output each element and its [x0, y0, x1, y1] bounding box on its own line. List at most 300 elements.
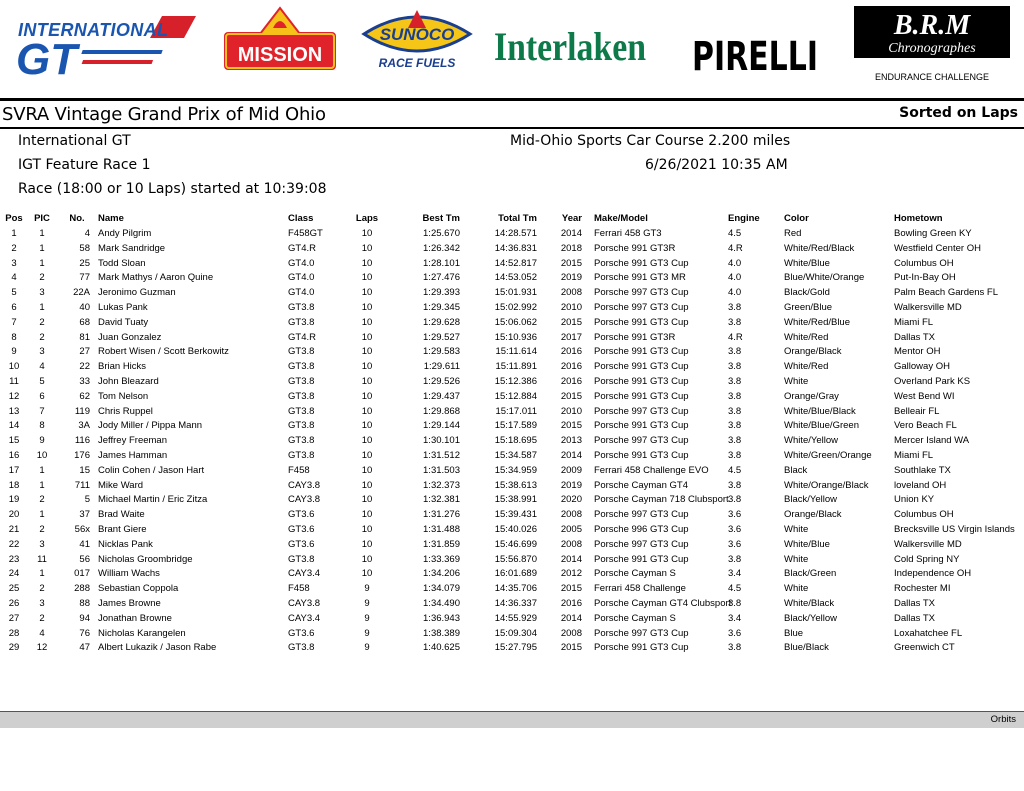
- col-header-engine: Engine: [728, 213, 760, 225]
- cell-hometown: Miami FL: [894, 316, 934, 328]
- cell-best-time: 1:30.101: [423, 435, 460, 447]
- cell-make-model: Porsche 991 GT3 Cup: [594, 553, 689, 565]
- cell-best-time: 1:36.943: [423, 612, 460, 624]
- cell-pic: 4: [39, 627, 45, 639]
- cell-make-model: Ferrari 458 Challenge EVO: [594, 464, 709, 476]
- cell-year: 2016: [560, 361, 582, 373]
- cell-class: GT4.0: [288, 257, 315, 269]
- cell-year: 2014: [560, 228, 582, 239]
- cell-pos: 29: [8, 642, 20, 654]
- cell-color: White/Black: [784, 597, 835, 609]
- cell-class: GT4.R: [288, 331, 316, 343]
- cell-total-time: 15:39.431: [494, 509, 537, 521]
- cell-make-model: Porsche 997 GT3 Cup: [594, 405, 689, 417]
- cell-car-number: 77: [79, 272, 90, 284]
- cell-car-number: 288: [74, 583, 90, 595]
- cell-car-number: 25: [79, 257, 90, 269]
- cell-engine: 3.6: [728, 538, 742, 550]
- cell-color: White/Blue/Black: [784, 405, 856, 417]
- cell-laps: 10: [361, 272, 373, 284]
- cell-pos: 20: [8, 509, 20, 521]
- table-row: [0, 449, 1024, 464]
- race-start-info: Race (18:00 or 10 Laps) started at 10:39:08: [18, 181, 327, 197]
- cell-make-model: Porsche 991 GT3 Cup: [594, 257, 689, 269]
- table-row: [0, 612, 1024, 627]
- cell-pos: 26: [8, 597, 20, 609]
- cell-engine: 3.8: [728, 494, 742, 506]
- cell-engine: 3.8: [728, 597, 742, 609]
- cell-pos: 15: [8, 435, 20, 447]
- cell-pic: 2: [39, 612, 45, 624]
- international-gt-logo: [12, 8, 197, 84]
- cell-best-time: 1:31.512: [423, 449, 460, 461]
- cell-make-model: Porsche 997 GT3 Cup: [594, 287, 689, 299]
- cell-laps: 9: [364, 627, 370, 639]
- table-row: [0, 553, 1024, 568]
- cell-year: 2015: [560, 257, 582, 269]
- table-row: [0, 582, 1024, 597]
- cell-pos: 10: [8, 361, 20, 373]
- cell-pos: 17: [8, 464, 20, 476]
- cell-year: 2008: [560, 538, 582, 550]
- track-name: Mid-Ohio Sports Car Course 2.200 miles: [510, 133, 791, 149]
- cell-engine: 4.0: [728, 272, 742, 284]
- cell-year: 2008: [560, 627, 582, 639]
- cell-pic: 1: [39, 509, 45, 521]
- cell-car-number: 5: [84, 494, 90, 506]
- cell-car-number: 94: [79, 612, 90, 624]
- mission-logo-text: MISSION: [237, 44, 323, 66]
- cell-class: GT3.8: [288, 435, 315, 447]
- cell-best-time: 1:40.625: [423, 642, 460, 654]
- report-datetime: 6/26/2021 10:35 AM: [645, 157, 788, 173]
- cell-pic: 5: [39, 375, 45, 387]
- cell-driver-name: William Wachs: [98, 568, 160, 580]
- cell-car-number: 22A: [73, 287, 90, 299]
- cell-laps: 9: [364, 583, 370, 595]
- cell-car-number: 40: [79, 301, 90, 313]
- cell-laps: 10: [361, 331, 373, 343]
- cell-driver-name: Nicklas Pank: [98, 538, 153, 550]
- cell-laps: 10: [361, 494, 373, 506]
- cell-class: GT4.0: [288, 287, 315, 299]
- cell-driver-name: Jeronimo Guzman: [98, 287, 176, 299]
- cell-engine: 3.6: [728, 509, 742, 521]
- cell-year: 2014: [560, 449, 582, 461]
- cell-best-time: 1:29.393: [423, 287, 460, 299]
- cell-color: White: [784, 553, 809, 565]
- cell-laps: 10: [361, 390, 373, 402]
- cell-class: F458: [288, 464, 310, 476]
- cell-driver-name: Jeffrey Freeman: [98, 435, 167, 447]
- cell-make-model: Porsche 991 GT3 Cup: [594, 375, 689, 387]
- cell-pic: 1: [39, 301, 45, 313]
- interlaken-logo: [492, 0, 648, 72]
- cell-driver-name: Mike Ward: [98, 479, 144, 491]
- col-header-laps: Laps: [355, 213, 379, 225]
- cell-engine: 3.8: [728, 361, 742, 373]
- cell-driver-name: James Browne: [98, 597, 161, 609]
- cell-laps: 10: [361, 361, 373, 373]
- brm-logo-line1: B.R.M: [893, 10, 971, 41]
- cell-laps: 9: [364, 642, 370, 654]
- cell-pos: 9: [11, 346, 17, 358]
- cell-pic: 2: [39, 331, 45, 343]
- cell-hometown: Put-In-Bay OH: [894, 272, 956, 284]
- table-row: [0, 538, 1024, 553]
- cell-total-time: 15:10.936: [494, 331, 537, 343]
- cell-car-number: 58: [79, 242, 90, 254]
- pirelli-logo-text: PIRELLI: [692, 34, 818, 80]
- cell-pos: 3: [11, 257, 17, 269]
- cell-color: Orange/Black: [784, 346, 842, 358]
- results-body: [0, 227, 1024, 656]
- cell-total-time: 14:36.337: [494, 597, 537, 609]
- cell-pos: 1: [11, 228, 17, 239]
- cell-total-time: 15:09.304: [494, 627, 537, 639]
- cell-total-time: 15:27.795: [494, 642, 537, 654]
- cell-best-time: 1:29.144: [423, 420, 460, 432]
- cell-make-model: Porsche 997 GT3 Cup: [594, 509, 689, 521]
- table-row: [0, 508, 1024, 523]
- cell-hometown: Dallas TX: [894, 612, 936, 624]
- cell-pos: 24: [8, 568, 20, 580]
- cell-hometown: Overland Park KS: [894, 375, 971, 387]
- cell-best-time: 1:29.583: [423, 346, 460, 358]
- brm-logo-line2: Chronographes: [888, 41, 976, 56]
- table-row: [0, 286, 1024, 301]
- cell-best-time: 1:32.373: [423, 479, 460, 491]
- cell-driver-name: Colin Cohen / Jason Hart: [98, 464, 205, 476]
- cell-pos: 13: [8, 405, 20, 417]
- cell-year: 2017: [560, 331, 582, 343]
- col-header-best-time: Best Tm: [422, 213, 460, 225]
- table-row: [0, 434, 1024, 449]
- table-row: [0, 641, 1024, 656]
- cell-make-model: Porsche 991 GT3 MR: [594, 272, 686, 284]
- cell-color: White/Orange/Black: [784, 479, 869, 491]
- cell-total-time: 15:12.386: [494, 375, 537, 387]
- cell-total-time: 15:46.699: [494, 538, 537, 550]
- cell-make-model: Porsche 991 GT3 Cup: [594, 346, 689, 358]
- cell-make-model: Porsche 991 GT3 Cup: [594, 316, 689, 328]
- cell-color: White/Blue: [784, 257, 830, 269]
- cell-engine: 4.R: [728, 331, 743, 343]
- cell-year: 2009: [560, 464, 582, 476]
- cell-total-time: 15:12.884: [494, 390, 537, 402]
- cell-car-number: 56x: [74, 523, 90, 535]
- table-row: [0, 242, 1024, 257]
- cell-driver-name: John Bleazard: [98, 375, 159, 387]
- cell-engine: 3.8: [728, 375, 742, 387]
- table-row: [0, 479, 1024, 494]
- cell-car-number: 176: [74, 449, 90, 461]
- cell-color: Blue/Black: [784, 642, 829, 654]
- footer-bar: [0, 711, 1024, 728]
- cell-pos: 18: [8, 479, 20, 491]
- cell-pic: 11: [37, 553, 47, 565]
- cell-class: GT3.8: [288, 390, 315, 402]
- cell-color: Black/Yellow: [784, 494, 837, 506]
- cell-class: GT3.8: [288, 301, 315, 313]
- cell-driver-name: Mark Sandridge: [98, 242, 166, 254]
- cell-driver-name: Tom Nelson: [98, 390, 149, 402]
- cell-year: 2018: [560, 242, 582, 254]
- cell-year: 2008: [560, 287, 582, 299]
- cell-make-model: Porsche 997 GT3 Cup: [594, 435, 689, 447]
- pirelli-logo: [690, 12, 820, 80]
- cell-pos: 7: [11, 316, 17, 328]
- cell-engine: 3.6: [728, 627, 742, 639]
- cell-year: 2013: [560, 435, 582, 447]
- cell-total-time: 16:01.689: [494, 568, 537, 580]
- cell-pic: 8: [39, 420, 45, 432]
- cell-pos: 19: [8, 494, 20, 506]
- cell-best-time: 1:31.488: [423, 523, 460, 535]
- cell-hometown: Galloway OH: [894, 361, 950, 373]
- cell-driver-name: Lukas Pank: [98, 301, 148, 313]
- cell-class: GT3.8: [288, 346, 315, 358]
- cell-car-number: 81: [79, 331, 90, 343]
- cell-engine: 3.8: [728, 405, 742, 417]
- cell-engine: 4.5: [728, 583, 742, 595]
- cell-class: GT4.R: [288, 242, 316, 254]
- cell-driver-name: Mark Mathys / Aaron Quine: [98, 272, 214, 284]
- results-header-row: [0, 212, 1024, 227]
- cell-color: White/Red/Blue: [784, 316, 851, 328]
- cell-make-model: Porsche 997 GT3 Cup: [594, 538, 689, 550]
- cell-color: White/Blue/Green: [784, 420, 859, 432]
- cell-color: White/Red: [784, 331, 829, 343]
- sunoco-logo-line2: RACE FUELS: [378, 56, 456, 70]
- cell-class: CAY3.4: [288, 568, 321, 580]
- cell-engine: 3.8: [728, 390, 742, 402]
- cell-total-time: 15:06.062: [494, 316, 537, 328]
- cell-laps: 10: [361, 316, 373, 328]
- cell-hometown: Westfield Center OH: [894, 242, 981, 254]
- cell-total-time: 15:11.614: [495, 346, 537, 358]
- col-header-name: Name: [98, 213, 124, 225]
- cell-car-number: 22: [79, 361, 90, 373]
- cell-driver-name: David Tuaty: [98, 316, 149, 328]
- col-header-hometown: Hometown: [894, 213, 943, 225]
- cell-year: 2015: [560, 316, 582, 328]
- cell-best-time: 1:33.369: [423, 553, 460, 565]
- cell-year: 2014: [560, 553, 582, 565]
- cell-driver-name: James Hamman: [98, 449, 168, 461]
- cell-hometown: Columbus OH: [894, 257, 954, 269]
- cell-color: Black/Yellow: [784, 612, 837, 624]
- cell-pos: 8: [11, 331, 17, 343]
- cell-engine: 4.0: [728, 287, 742, 299]
- cell-pos: 14: [8, 420, 20, 432]
- cell-make-model: Porsche 991 GT3R: [594, 331, 676, 343]
- cell-laps: 10: [361, 479, 373, 491]
- cell-year: 2010: [560, 405, 582, 417]
- cell-year: 2008: [560, 509, 582, 521]
- cell-year: 2005: [560, 523, 582, 535]
- cell-hometown: Belleair FL: [894, 405, 940, 417]
- cell-hometown: Miami FL: [894, 449, 934, 461]
- cell-make-model: Porsche Cayman GT4 Clubsport: [594, 597, 732, 609]
- title-rule: [0, 127, 1024, 129]
- cell-car-number: 116: [74, 435, 90, 447]
- cell-total-time: 15:01.931: [494, 287, 537, 299]
- cell-total-time: 15:02.992: [494, 301, 537, 313]
- cell-pos: 28: [8, 627, 20, 639]
- cell-make-model: Porsche 997 GT3 Cup: [594, 301, 689, 313]
- cell-laps: 9: [364, 597, 370, 609]
- cell-make-model: Porsche Cayman GT4: [594, 479, 688, 491]
- cell-car-number: 76: [79, 627, 90, 639]
- cell-car-number: 4: [84, 228, 90, 239]
- cell-engine: 3.4: [728, 612, 742, 624]
- cell-class: GT3.8: [288, 405, 315, 417]
- cell-best-time: 1:34.490: [423, 597, 460, 609]
- cell-best-time: 1:38.389: [423, 627, 460, 639]
- cell-pic: 12: [36, 642, 48, 654]
- cell-pic: 2: [39, 523, 45, 535]
- cell-total-time: 15:17.589: [494, 420, 537, 432]
- col-header-make-model: Make/Model: [594, 213, 648, 225]
- cell-year: 2019: [560, 272, 582, 284]
- cell-engine: 4.5: [728, 228, 742, 239]
- cell-total-time: 15:34.959: [494, 464, 537, 476]
- table-row: [0, 227, 1024, 242]
- cell-laps: 10: [361, 538, 373, 550]
- cell-pos: 11: [9, 375, 19, 387]
- cell-hometown: Mentor OH: [894, 346, 941, 358]
- cell-driver-name: Jonathan Browne: [98, 612, 172, 624]
- cell-color: Orange/Black: [784, 509, 842, 521]
- cell-pos: 2: [11, 242, 17, 254]
- cell-laps: 10: [361, 405, 373, 417]
- table-row: [0, 345, 1024, 360]
- cell-hometown: Greenwich CT: [894, 642, 955, 654]
- cell-color: Orange/Gray: [784, 390, 839, 402]
- cell-best-time: 1:29.527: [423, 331, 460, 343]
- cell-pic: 3: [39, 346, 45, 358]
- cell-class: F458GT: [288, 228, 323, 239]
- cell-year: 2015: [560, 420, 582, 432]
- table-row: [0, 567, 1024, 582]
- cell-hometown: West Bend WI: [894, 390, 955, 402]
- cell-best-time: 1:29.628: [423, 316, 460, 328]
- cell-pic: 2: [39, 494, 45, 506]
- cell-laps: 10: [361, 509, 373, 521]
- sort-label: Sorted on Laps: [899, 105, 1018, 121]
- cell-engine: 4.0: [728, 257, 742, 269]
- cell-color: Black/Green: [784, 568, 837, 580]
- cell-car-number: 41: [79, 538, 90, 550]
- header-rule: [0, 98, 1024, 101]
- cell-engine: 3.8: [728, 449, 742, 461]
- cell-laps: 10: [361, 553, 373, 565]
- cell-engine: 3.8: [728, 642, 742, 654]
- sponsor-logo-strip: [0, 0, 1024, 96]
- cell-color: White/Red: [784, 361, 829, 373]
- cell-total-time: 14:55.929: [494, 612, 537, 624]
- col-header-no: No.: [69, 213, 85, 225]
- cell-engine: 3.8: [728, 346, 742, 358]
- cell-engine: 3.4: [728, 568, 742, 580]
- cell-color: Blue: [784, 627, 804, 639]
- cell-best-time: 1:29.868: [423, 405, 460, 417]
- cell-class: CAY3.8: [288, 479, 321, 491]
- cell-pic: 1: [39, 228, 45, 239]
- cell-color: Black/Gold: [784, 287, 830, 299]
- cell-best-time: 1:28.101: [423, 257, 460, 269]
- cell-class: F458: [288, 583, 310, 595]
- cell-color: White: [784, 523, 809, 535]
- cell-best-time: 1:34.079: [423, 583, 460, 595]
- sunoco-logo-line1: SUNOCO: [379, 25, 455, 44]
- cell-best-time: 1:29.611: [423, 361, 460, 373]
- cell-make-model: Porsche 991 GT3 Cup: [594, 642, 689, 654]
- cell-class: GT3.8: [288, 553, 315, 565]
- cell-engine: 3.8: [728, 301, 742, 313]
- cell-total-time: 14:52.817: [494, 257, 537, 269]
- col-header-total-time: Total Tm: [498, 213, 537, 225]
- brm-logo-line3: ENDURANCE CHALLENGE: [874, 72, 990, 82]
- cell-total-time: 15:56.870: [494, 553, 537, 565]
- cell-engine: 3.8: [728, 435, 742, 447]
- cell-hometown: Palm Beach Gardens FL: [894, 287, 999, 299]
- cell-color: Green/Blue: [784, 301, 833, 313]
- cell-pic: 3: [39, 287, 45, 299]
- cell-car-number: 33: [79, 375, 90, 387]
- cell-total-time: 14:35.706: [494, 583, 537, 595]
- cell-color: Blue/White/Orange: [784, 272, 865, 284]
- cell-best-time: 1:32.381: [423, 494, 460, 506]
- cell-total-time: 15:18.695: [494, 435, 537, 447]
- cell-class: CAY3.4: [288, 612, 321, 624]
- cell-best-time: 1:27.476: [423, 272, 460, 284]
- table-row: [0, 316, 1024, 331]
- cell-driver-name: Chris Ruppel: [98, 405, 153, 417]
- cell-car-number: 68: [79, 316, 90, 328]
- cell-hometown: loveland OH: [894, 479, 947, 491]
- igt-logo-line1: INTERNATIONAL: [18, 20, 168, 40]
- cell-total-time: 14:36.831: [494, 242, 537, 254]
- col-header-class: Class: [288, 213, 314, 225]
- cell-year: 2015: [560, 583, 582, 595]
- cell-driver-name: Todd Sloan: [98, 257, 146, 269]
- table-row: [0, 597, 1024, 612]
- sunoco-race-fuels-logo: [356, 4, 478, 72]
- cell-pic: 3: [39, 597, 45, 609]
- cell-driver-name: Brian Hicks: [98, 361, 147, 373]
- cell-laps: 10: [361, 257, 373, 269]
- igt-logo-line2: GT: [16, 35, 78, 84]
- cell-hometown: Independence OH: [894, 568, 972, 580]
- cell-best-time: 1:26.342: [423, 242, 460, 254]
- cell-color: White: [784, 375, 809, 387]
- cell-best-time: 1:29.526: [423, 375, 460, 387]
- cell-year: 2015: [560, 642, 582, 654]
- cell-year: 2016: [560, 597, 582, 609]
- cell-class: GT3.6: [288, 509, 315, 521]
- cell-car-number: 017: [74, 568, 90, 580]
- cell-class: GT3.6: [288, 523, 315, 535]
- cell-laps: 10: [361, 301, 373, 313]
- cell-engine: 3.8: [728, 479, 742, 491]
- cell-engine: 4.5: [728, 464, 742, 476]
- cell-pos: 4: [11, 272, 17, 284]
- cell-pos: 25: [8, 583, 20, 595]
- cell-class: GT3.8: [288, 420, 315, 432]
- cell-hometown: Rochester MI: [894, 583, 951, 595]
